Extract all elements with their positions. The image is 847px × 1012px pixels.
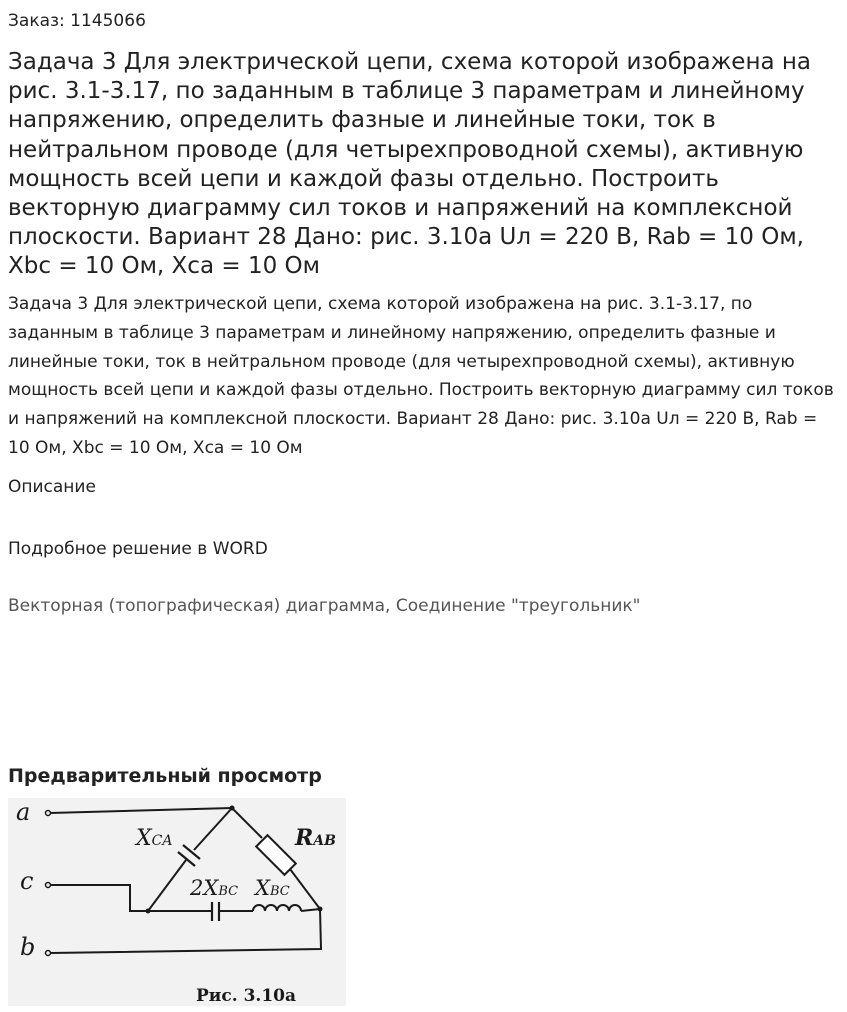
tag-delta-connection-link[interactable]: Соединение "треугольник" [395, 596, 641, 616]
wire-a [50, 808, 232, 813]
wire-rab-top [232, 808, 262, 838]
terminal-b-dot [46, 951, 51, 956]
bc-inductor [253, 905, 301, 911]
label-terminal-c: c [20, 867, 34, 895]
preview-heading: Предварительный просмотр [8, 765, 322, 787]
terminal-c-dot [46, 883, 51, 888]
label-xbc: XBC [255, 876, 290, 900]
figure-caption: Рис. 3.10а [196, 986, 296, 1006]
terminal-a-dot [46, 811, 51, 816]
label-terminal-a: a [16, 798, 31, 826]
task-title: Задача 3 Для электрической цепи, схема которой изображена на рис. 3.1-3.17, по заданным в таблице 3 параметрам и линейному напряжению, определить фазные и линейные токи, ток в нейтральном проводе (для четырехпроводной схемы), активную мощность всей цепи и каждой фазы отдельно. Построить векторную диаграмму сил токов и напряжений на комплексной плоскости. Вариант 28 Дано: рис. 3.10а Uл = 220 В, Rab = 10 Ом, Xbc = 10 Ом, Xca = 10 Ом [8, 49, 812, 280]
wire-rab-bottom [290, 869, 320, 909]
tag-vector-diagram-link[interactable]: Векторная (топографическая) диаграмма [8, 596, 386, 616]
task-description: Задача 3 Для электрической цепи, схема которой изображена на рис. 3.1-3.17, по заданным в таблице 3 параметрам и линейному напряжению, определить фазные и линейные токи, ток в нейтральном проводе (для четырехпроводной схемы), активную мощность всей цепи и каждой фазы отдельно. Построить векторную диаграмму сил токов и напряжений на комплексной плоскости. Вариант 28 Дано: рис. 3.10а Uл = 220 В, Rab = 10 Ом, Xbc = 10 Ом, Xca = 10 Ом [8, 294, 834, 458]
solution-format-note: Подробное решение в WORD [8, 539, 268, 559]
label-2xbc: 2XBC [190, 876, 239, 900]
wire-xca-top [194, 808, 232, 850]
label-rab: RAB [295, 825, 336, 851]
wire-xca-bottom [148, 860, 186, 911]
rab-resistor [256, 835, 296, 875]
label-terminal-b: b [20, 933, 36, 961]
circuit-diagram [8, 798, 346, 1006]
wire-bc-right [301, 909, 320, 911]
wire-b [50, 909, 321, 953]
tag-list [8, 595, 641, 617]
wire-c [50, 885, 148, 911]
description-heading: Описание [8, 477, 96, 497]
order-number: Заказ: 1145066 [8, 11, 146, 31]
label-xca: XCA [136, 826, 173, 851]
tag-separator: , [385, 596, 396, 616]
preview-image[interactable] [8, 798, 346, 1006]
